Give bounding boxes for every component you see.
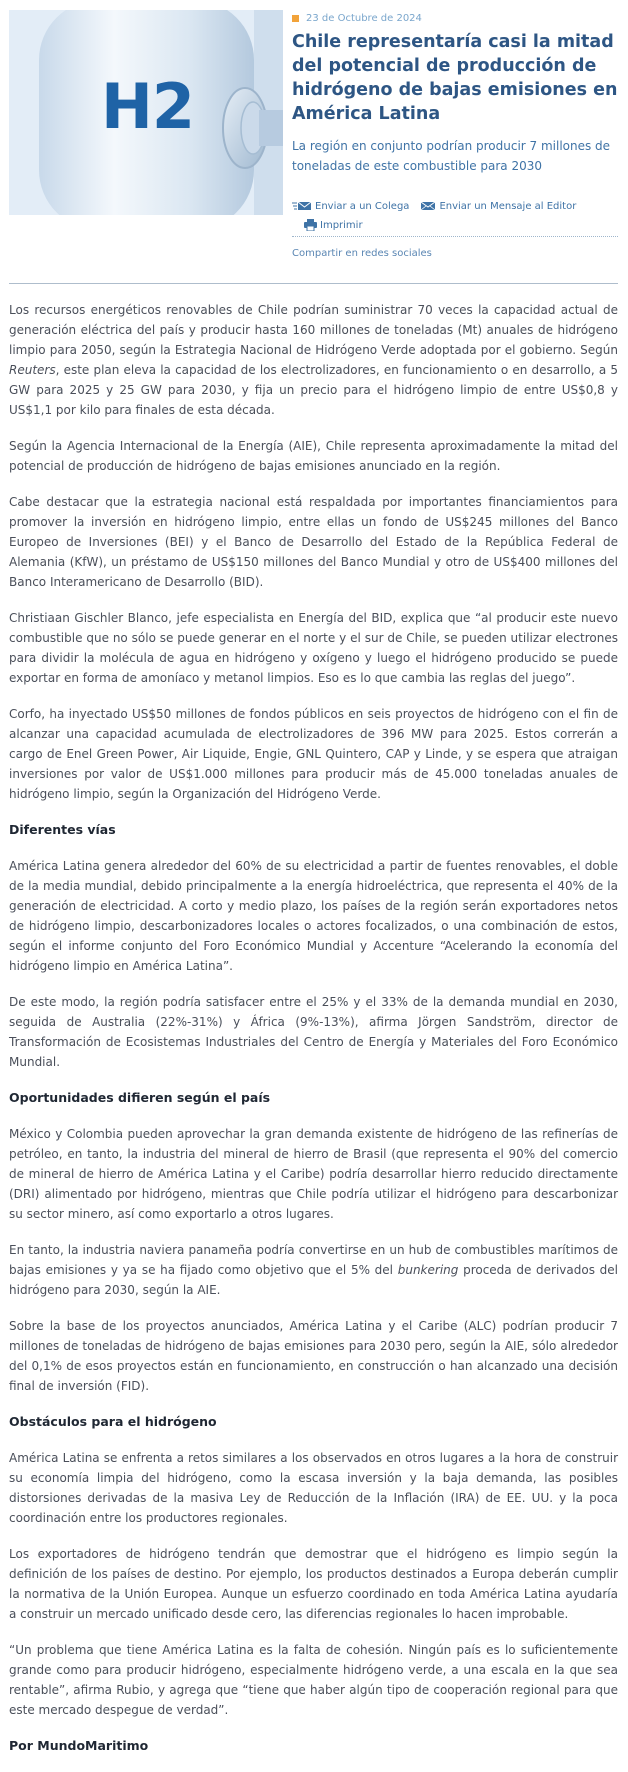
header-divider: [9, 283, 618, 284]
send-colleague-label: Enviar a un Colega: [315, 200, 410, 212]
paragraph-9-text-a: En tanto, la industria naviera panameña podría convertirse en un hub de combustibles marítimos de bajas emisiones y ya se ha fijado como objetivo que el 5% del: [9, 1243, 618, 1277]
paragraph-9-text-b: proceda de derivados del hidrógeno para 2030, según la AIE.: [9, 1263, 619, 1297]
actions-divider: [292, 236, 618, 237]
article-body: [9, 300, 618, 1772]
paragraph-1: [9, 300, 618, 420]
section-heading-diferentes-vias: Diferentes vías: [9, 822, 116, 837]
paragraph-8: México y Colombia pueden aprovechar la gran demanda existente de hidrógeno de las refinerías de petróleo, en tanto, la industria del mineral de hierro de Brasil (que representa el 90% del comercio de mineral de hierro de América Latina y el Caribe) podría desarrollar hierro reducido directamente (DRI) alimentado por hidrógeno, mientras que Chile podría utilizar el hidrógeno para descarbonizar su sector minero, así como exportarlo a otros lugares.: [9, 1127, 618, 1221]
send-colleague-icon: [292, 201, 312, 211]
paragraph-3: Cabe destacar que la estrategia nacional está respaldada por importantes financiamientos para promover la inversión en hidrógeno limpio, entre ellas un fondo de US$245 millones del Banco Europeo de Inversiones (BEI) y el Banco de Desarrollo del Estado de la República Federal de Alemania (KfW), un préstamo de US$150 millones del Banco Mundial y otro de US$400 millones del Banco Interamericano de Desarrollo (BID).: [9, 495, 618, 589]
article-subtitle: La región en conjunto podrían producir 7 millones de toneladas de este combustible para 2030: [292, 139, 611, 173]
hero-image: [9, 10, 283, 215]
print-label: Imprimir: [320, 219, 363, 231]
paragraph-10: Sobre la base de los proyectos anunciados, América Latina y el Caribe (ALC) podrían producir 7 millones de toneladas de hidrógeno de bajas emisiones para 2030 pero, según la AIE, sólo alrededor del 0,1% de esos proyectos están en funcionamiento, en construcción o han alcanzado una decisión final de inversión (FID).: [9, 1319, 618, 1393]
paragraph-6: América Latina genera alrededor del 60% de su electricidad a partir de fuentes renovables, el doble de la media mundial, debido principalmente a la energía hidroeléctrica, que representa el 40% de la generación de electricidad. A corto y medio plazo, los países de la región serán exportadores netos de hidrógeno limpio, descarbonizadores locales o actores focalizados, o una combinación de estos, según el informe conjunto del Foro Económico Mundial y Accenture “Acelerando la economía del hidrógeno limpio en América Latina”.: [9, 859, 618, 973]
section-heading-oportunidades: Oportunidades difieren según el país: [9, 1090, 271, 1105]
article-actions: [292, 198, 618, 233]
section-heading-obstaculos: Obstáculos para el hidrógeno: [9, 1414, 217, 1429]
paragraph-1-text-b: , este plan eleva la capacidad de los electrolizadores, en funcionamiento o en desarrollo, a 5 GW para 2025 y 25 GW para 2030, y fija un precio para el hidrógeno limpio de entre US$0,8 y US$1,1 por kilo para finales de esta década.: [9, 363, 618, 417]
paragraph-7: De este modo, la región podría satisfacer entre el 25% y el 33% de la demanda mundial en 2030, seguida de Australia (22%-31%) y África (9%-13%), afirma Jörgen Sandström, director de Transformación de Ecosistemas Industriales del Centro de Energía y Materiales del Foro Económico Mundial.: [9, 995, 618, 1069]
article-date: 23 de Octubre de 2024: [306, 12, 422, 24]
paragraph-2: Según la Agencia Internacional de la Energía (AIE), Chile representa aproximadamente la mitad del potencial de producción de hidrógeno de bajas emisiones anunciado en la región.: [9, 439, 618, 473]
share-social-link[interactable]: Compartir en redes sociales: [292, 248, 432, 259]
paragraph-9: [9, 1240, 618, 1300]
print-link[interactable]: [304, 217, 363, 233]
article-header: [0, 0, 628, 290]
paragraph-1-text-a: Los recursos energéticos renovables de Chile podrían suministrar 70 veces la capacidad actual de generación eléctrica del país y producir hasta 160 millones de toneladas (Mt) anuales de hidrógeno limpio para 2050, según la Estrategia Nacional de Hidrógeno Verde adoptada por el gobierno. Según: [9, 303, 618, 357]
send-colleague-link[interactable]: [292, 198, 409, 214]
paragraph-12: Los exportadores de hidrógeno tendrán que demostrar que el hidrógeno es limpio según la definición de los países de destino. Por ejemplo, los productos destinados a Europa deberán cumplir la normativa de la Unión Europea. Aunque un esfuerzo coordinado en toda América Latina ayudaría a construir un mercado unificado desde cero, las diferencias regionales lo hacen improbable.: [9, 1547, 618, 1621]
send-editor-link[interactable]: [421, 198, 576, 214]
date-row: [292, 10, 618, 26]
reuters-emphasis: Reuters: [9, 363, 56, 377]
date-bullet-icon: [292, 15, 299, 22]
paragraph-11: América Latina se enfrenta a retos similares a los observados en otros lugares a la hora de construir su economía limpia del hidrógeno, como la escasa inversión y la baja demanda, las posibles distorsiones derivadas de la masiva Ley de Reducción de la Inflación (IRA) de EE. UU. y la poca coordinación entre los productores regionales.: [9, 1451, 618, 1525]
article-title: Chile representaría casi la mitad del potencial de producción de hidrógeno de bajas emisiones en América Latina: [292, 32, 618, 124]
printer-icon: [304, 219, 317, 231]
paragraph-4: Christiaan Gischler Blanco, jefe especialista en Energía del BID, explica que “al producir este nuevo combustible que no sólo se puede generar en el norte y el sur de Chile, se pueden utilizar electrones para dividir la molécula de agua en hidrógeno y oxígeno y luego el hidrógeno producido se puede exportar en forma de amoníaco y metanol limpios. Eso es lo que cambia las reglas del juego”.: [9, 611, 618, 685]
article-info: [292, 10, 618, 259]
article-signature: Por MundoMaritimo: [9, 1738, 149, 1753]
hero-h2-label: H2: [101, 70, 195, 143]
send-editor-label: Enviar un Mensaje al Editor: [439, 200, 577, 212]
bunkering-emphasis: bunkering: [397, 1263, 459, 1277]
mail-icon: [421, 201, 436, 211]
paragraph-5: Corfo, ha inyectado US$50 millones de fondos públicos en seis proyectos de hidrógeno con el fin de alcanzar una capacidad acumulada de electrolizadores de 396 MW para 2025. Estos correrán a cargo de Enel Green Power, Air Liquide, Engie, GNL Quintero, CAP y Linde, y se espera que atraigan inversiones por valor de US$1.000 millones para producir más de 45.000 toneladas anuales de hidrógeno limpio, según la Organización del Hidrógeno Verde.: [9, 707, 618, 801]
paragraph-13: “Un problema que tiene América Latina es la falta de cohesión. Ningún país es lo suficientemente grande como para producir hidrógeno, especialmente hidrógeno verde, a una escala en la que sea rentable”, afirma Rubio, y agrega que “tiene que haber algún tipo de cooperación regional para que este mercado despegue de verdad”.: [9, 1643, 618, 1717]
